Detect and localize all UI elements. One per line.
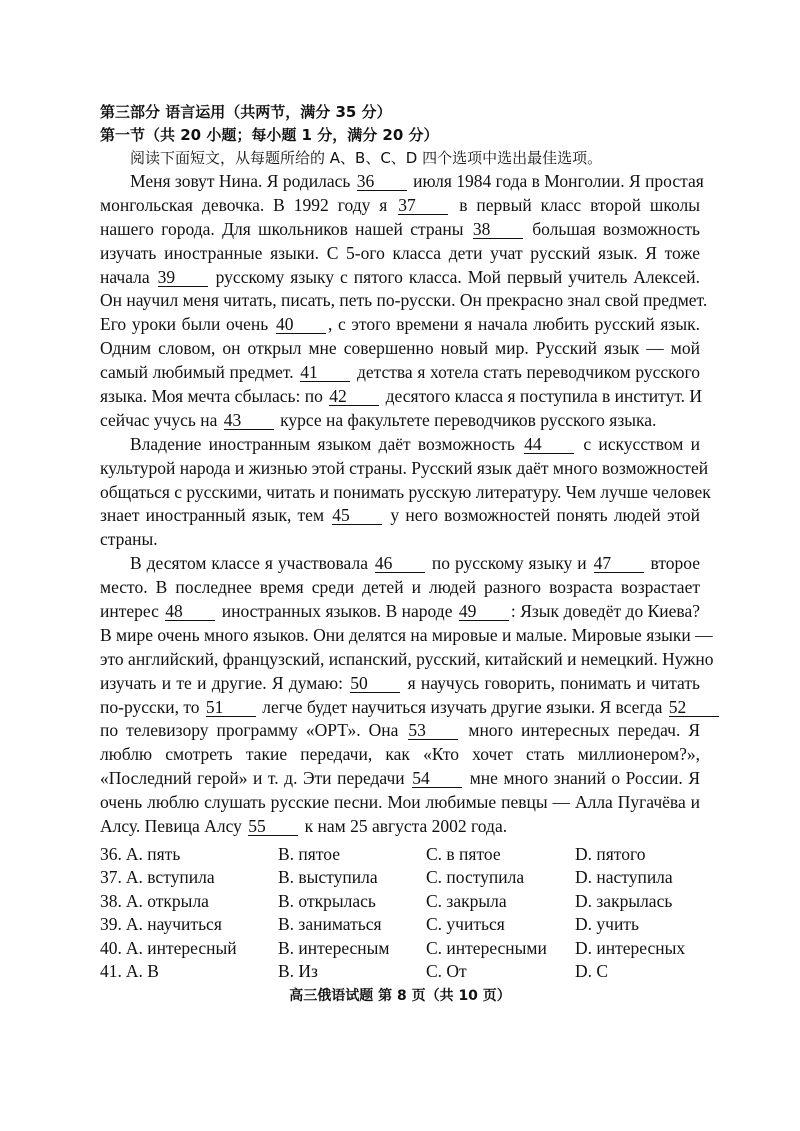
passage-text: люблю смотреть такие передачи, как «Кто хочет стать миллионером?», <box>100 744 700 765</box>
passage-line <box>100 385 703 409</box>
option-a-text: A. открыла <box>125 890 209 911</box>
option-a[interactable] <box>100 960 278 984</box>
option-a-text: A. пять <box>125 843 181 864</box>
answer-blank[interactable] <box>355 170 409 194</box>
option-a[interactable] <box>100 843 278 867</box>
passage-text: в первый класс второй школы <box>450 194 700 215</box>
passage-line <box>100 481 711 505</box>
option-b[interactable]: B. пятое <box>278 843 340 864</box>
option-row <box>100 960 700 984</box>
passage-line <box>100 218 700 242</box>
passage-text: знает иностранный язык, тем <box>100 505 331 526</box>
option-a-text: A. интересный <box>125 937 237 958</box>
options-list <box>100 843 700 984</box>
passage-line <box>100 266 700 290</box>
blank-number: 46 <box>375 554 425 573</box>
passage-line <box>100 504 700 528</box>
option-row <box>100 843 700 867</box>
passage-text: детства я хотела стать переводчиком русского <box>352 362 700 383</box>
answer-blank[interactable] <box>348 672 402 696</box>
answer-blank[interactable] <box>298 361 352 385</box>
option-a[interactable] <box>100 866 278 890</box>
option-a-text: A. В <box>125 961 159 982</box>
passage-text: июля 1984 года в Монголии. Я простая <box>408 171 704 191</box>
passage-text: Алсу. Певица Алсу <box>100 816 247 837</box>
blank-number: 43 <box>224 411 274 430</box>
answer-blank[interactable] <box>330 504 384 528</box>
passage-text: по-русски, то <box>100 696 204 717</box>
option-c[interactable]: C. закрыла <box>426 890 507 911</box>
passage-line <box>100 767 700 791</box>
passage-line <box>100 648 714 672</box>
question-number: 38. <box>100 890 122 911</box>
option-c[interactable]: C. учиться <box>426 914 505 935</box>
passage-line <box>100 528 700 552</box>
option-b[interactable]: B. интересным <box>278 937 390 958</box>
passage-text: сейчас учусь на <box>100 409 222 430</box>
passage-line <box>100 433 700 457</box>
passage-text: по русскому языку и <box>426 553 592 574</box>
option-row <box>100 866 700 890</box>
passage-text: интерес <box>100 601 164 622</box>
blank-number: 47 <box>594 554 644 573</box>
answer-blank[interactable] <box>204 696 258 720</box>
passage-text: место. В последнее время среди детей и людей разного возраста возрастает <box>100 577 700 598</box>
option-b[interactable]: B. заниматься <box>278 914 382 935</box>
option-a-text: A. вступила <box>125 867 215 888</box>
answer-blank[interactable] <box>222 409 276 433</box>
passage-text: монгольская девочка. В 1992 году я <box>100 194 397 215</box>
blank-number: 36 <box>357 172 407 191</box>
passage-text: культурой народа и жизнью этой страны. Русский язык даёт много возможностей <box>100 457 709 478</box>
blank-number: 50 <box>350 674 400 693</box>
question-number: 40. <box>100 937 122 958</box>
passage-line <box>100 719 700 743</box>
answer-blank[interactable] <box>274 313 328 337</box>
passage-text: иностранных языков. В народе <box>217 601 457 622</box>
instruction: 阅读下面短文，从每题所给的 A、B、C、D 四个选项中选出最佳选项。 <box>130 149 603 167</box>
option-row <box>100 937 700 961</box>
blank-number: 42 <box>329 387 379 406</box>
answer-blank[interactable] <box>406 719 460 743</box>
option-a[interactable] <box>100 913 278 937</box>
passage-text: это английский, французский, испанский, русский, китайский и немецкий. Нужно <box>100 648 714 669</box>
passage-text: языка. Моя мечта сбылась: по <box>100 386 328 407</box>
passage-text: десятого класса я поступила в институт. И <box>381 386 703 407</box>
passage-text: «Последний герой» и т. д. Эти передачи <box>100 768 411 789</box>
passage-line <box>100 337 700 361</box>
option-b[interactable]: B. открылась <box>278 890 376 911</box>
passage-line <box>100 576 700 600</box>
passage-text: большая возможность <box>524 218 700 239</box>
passage-text: курсе на факультете переводчиков русского языка. <box>275 409 657 430</box>
passage-text: В десятом классе я участвовала <box>130 553 373 574</box>
passage-line <box>100 791 700 815</box>
blank-number: 54 <box>412 769 462 788</box>
passage-text: русскому языку с пятого класса. Мой первый учитель Алексей. <box>209 266 700 287</box>
passage-text: изучать иностранные языки. С 5-ого класса дети учат русский язык. Я тоже <box>100 242 700 263</box>
passage-text: легче будет научиться изучать другие языки. Я всегда <box>257 696 667 717</box>
answer-blank[interactable] <box>246 815 300 839</box>
passage-text: страны. <box>100 529 158 550</box>
answer-blank[interactable] <box>163 600 217 624</box>
answer-blank[interactable] <box>471 218 525 242</box>
answer-blank[interactable] <box>396 194 450 218</box>
passage-line <box>100 600 700 624</box>
passage-line <box>100 552 700 576</box>
option-c[interactable]: C. От <box>426 961 467 982</box>
passage-text: к нам 25 августа 2002 года. <box>300 816 508 837</box>
option-b[interactable]: B. Из <box>278 961 318 982</box>
passage-line <box>100 242 700 266</box>
passage-text: я научусь говорить, понимать и читать <box>402 672 700 693</box>
passage-line <box>100 624 713 648</box>
answer-blank[interactable] <box>156 266 210 290</box>
passage-line <box>100 194 700 218</box>
passage-text: очень люблю слушать русские песни. Мои любимые певцы — Алла Пугачёва и <box>100 792 700 813</box>
option-row <box>100 913 700 937</box>
blank-number: 40 <box>276 315 326 334</box>
option-c[interactable]: C. интересными <box>426 937 547 958</box>
exam-page <box>100 101 714 984</box>
passage-text: , с этого времени я начала любить русский язык. <box>327 314 700 335</box>
option-d[interactable]: D. пятого <box>575 843 646 864</box>
passage-line <box>100 289 708 313</box>
option-row <box>100 890 700 914</box>
blank-number: 49 <box>459 602 509 621</box>
passage-text: Его уроки были очень <box>100 314 274 335</box>
passage-text: общаться с русскими, читать и понимать русскую литературу. Чем лучше человек <box>100 481 711 502</box>
blank-number: 55 <box>248 817 298 836</box>
blank-number: 45 <box>332 506 382 525</box>
passage-line <box>100 815 700 839</box>
passage-text: Он научил меня читать, писать, петь по-русски. Он прекрасно знал свой предмет. <box>100 290 708 311</box>
passage-text: мне много знаний о России. Я <box>464 768 700 789</box>
option-d[interactable]: D. С <box>575 961 609 982</box>
option-a[interactable] <box>100 937 278 961</box>
passage-text: с искусством и <box>576 433 700 454</box>
option-c[interactable]: C. в пятое <box>426 843 501 864</box>
blank-number: 48 <box>165 602 215 621</box>
option-b[interactable]: B. выступила <box>278 867 378 888</box>
passage-text: изучать и те и другие. Я думаю: <box>100 672 349 693</box>
passage-line <box>100 313 700 337</box>
question-number: 36. <box>100 843 122 864</box>
passage-text: начала <box>100 266 156 287</box>
passage-text: второе <box>645 553 700 574</box>
passage-text: Меня зовут Нина. Я родилась <box>130 171 355 191</box>
option-d[interactable]: D. интересных <box>575 937 686 958</box>
passage-line <box>100 672 700 696</box>
passage-line <box>100 696 700 720</box>
passage-line <box>100 743 700 767</box>
blank-number: 52 <box>669 698 719 717</box>
answer-blank[interactable] <box>373 552 427 576</box>
answer-blank[interactable] <box>327 385 381 409</box>
blank-number: 44 <box>524 435 574 454</box>
blank-number: 41 <box>300 363 350 382</box>
option-d[interactable]: D. наступила <box>575 867 673 888</box>
question-number: 37. <box>100 867 122 888</box>
passage-text: : Язык доведёт до Киева? <box>510 601 700 622</box>
question-number: 41. <box>100 961 122 982</box>
passage-text: В мире очень много языков. Они делятся на мировые и малые. Мировые языки — <box>100 624 713 645</box>
blank-number: 39 <box>158 268 208 287</box>
blank-number: 53 <box>408 721 458 740</box>
passage-text: по телевизору программу «ОРТ». Она <box>100 720 407 741</box>
option-c[interactable]: C. поступила <box>426 867 525 888</box>
answer-blank[interactable] <box>410 767 464 791</box>
answer-blank[interactable] <box>522 433 576 457</box>
passage-text: у него возможностей понять людей этой <box>384 505 701 526</box>
passage-text: нашего города. Для школьников нашей страны <box>100 218 471 239</box>
option-d[interactable]: D. учить <box>575 914 639 935</box>
option-a-text: A. научиться <box>125 914 222 935</box>
option-d[interactable]: D. закрылась <box>575 890 673 911</box>
passage-text: Владение иностранным языком даёт возможность <box>130 433 523 454</box>
passage-line <box>100 457 709 481</box>
passage-text: самый любимый предмет. <box>100 362 299 383</box>
part-title: 第三部分 语言运用（共两节，满分 35 分） <box>100 103 392 121</box>
answer-blank[interactable] <box>667 696 721 720</box>
passage-text: много интересных передач. Я <box>460 720 700 741</box>
passage-line <box>100 361 700 385</box>
answer-blank[interactable] <box>457 600 511 624</box>
blank-number: 37 <box>398 196 448 215</box>
option-a[interactable] <box>100 890 278 914</box>
passage-line <box>100 170 704 194</box>
question-number: 39. <box>100 914 122 935</box>
page-footer: 高三俄语试题 第 8 页（共 10 页） <box>289 988 511 1004</box>
passage <box>100 170 714 839</box>
blank-number: 38 <box>473 220 523 239</box>
passage-text: Одним словом, он открыл мне совершенно новый мир. Русский язык — мой <box>100 338 700 359</box>
answer-blank[interactable] <box>592 552 646 576</box>
section-title: 第一节（共 20 小题；每小题 1 分，满分 20 分） <box>100 126 439 144</box>
blank-number: 51 <box>206 698 256 717</box>
passage-line <box>100 409 700 433</box>
